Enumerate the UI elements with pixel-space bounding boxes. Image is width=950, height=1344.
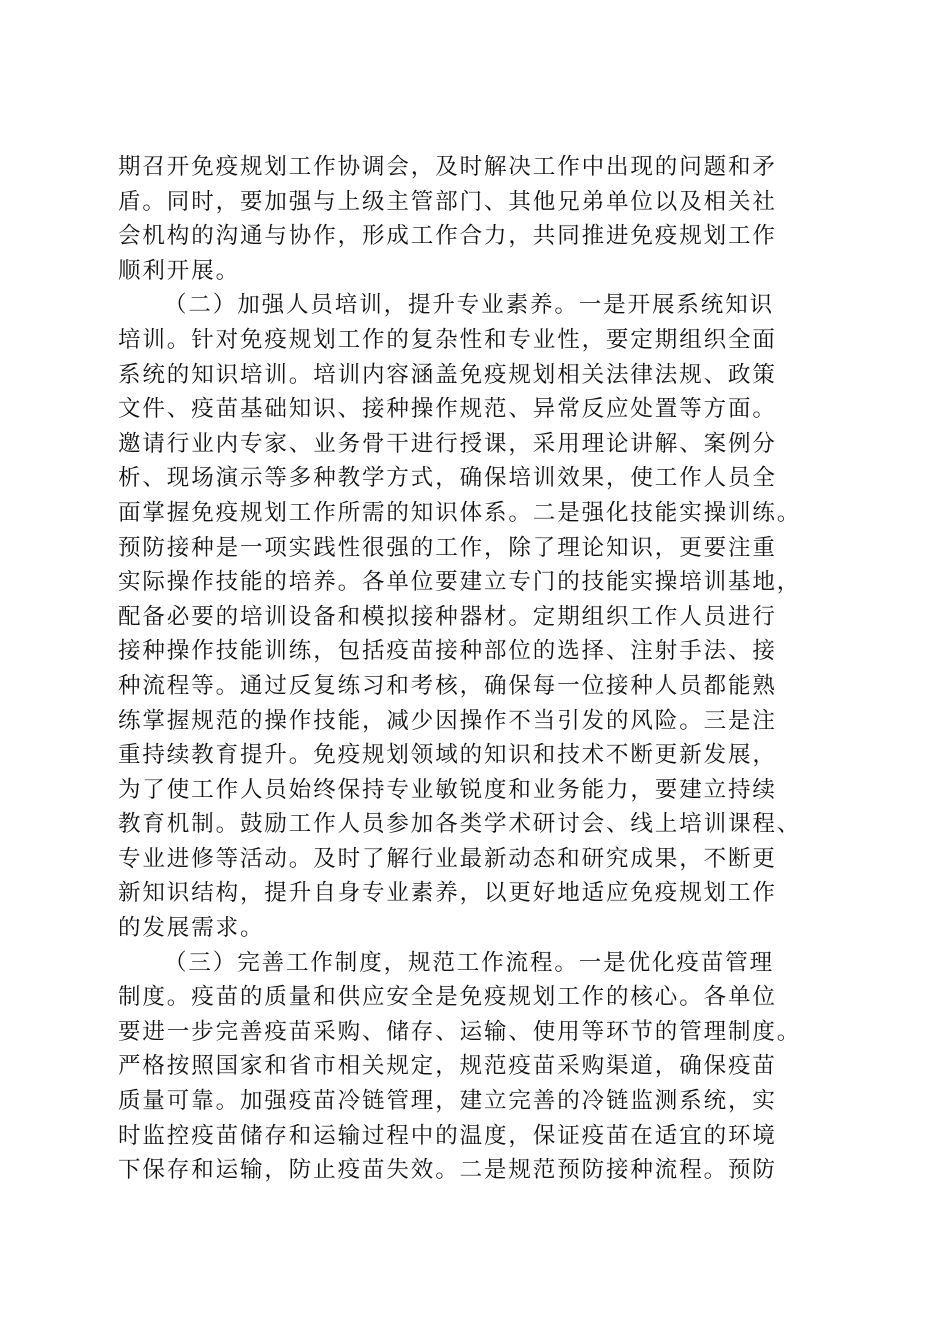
text-line: 培训。针对免疫规划工作的复杂性和专业性，要定期组织全面	[118, 326, 777, 353]
text-line: 的发展需求。	[118, 915, 265, 942]
text-line: 时监控疫苗储存和运输过程中的温度，保证疫苗在适宜的环境	[118, 1122, 777, 1149]
text-line: 实际操作技能的培养。各单位要建立专门的技能实操培训基地，	[118, 569, 802, 596]
text-line: 下保存和运输，防止疫苗失效。二是规范预防接种流程。预防	[118, 1157, 777, 1184]
text-line: 邀请行业内专家、业务骨干进行授课，采用理论讲解、案例分	[118, 430, 777, 457]
text-line: 文件、疫苗基础知识、接种操作规范、异常反应处置等方面。	[118, 396, 777, 423]
text-line: 会机构的沟通与协作，形成工作合力，共同推进免疫规划工作	[118, 223, 777, 250]
text-line: 接种操作技能训练，包括疫苗接种部位的选择、注射手法、接	[118, 638, 777, 665]
paragraph-heading-line: （二）加强人员培训，提升专业素养。一是开展系统知识	[164, 292, 775, 319]
text-line: 质量可靠。加强疫苗冷链管理，建立完善的冷链监测系统，实	[118, 1088, 777, 1115]
text-line: 制度。疫苗的质量和供应安全是免疫规划工作的核心。各单位	[118, 984, 777, 1011]
text-line: 专业进修等活动。及时了解行业最新动态和研究成果，不断更	[118, 845, 777, 872]
text-line: 严格按照国家和省市相关规定，规范疫苗采购渠道，确保疫苗	[118, 1053, 777, 1080]
text-line: 重持续教育提升。免疫规划领域的知识和技术不断更新发展，	[118, 742, 777, 769]
text-line: 配备必要的培训设备和模拟接种器材。定期组织工作人员进行	[118, 603, 777, 630]
paragraph-heading-line: （三）完善工作制度，规范工作流程。一是优化疫苗管理	[164, 949, 775, 976]
text-line: 析、现场演示等多种教学方式，确保培训效果，使工作人员全	[118, 465, 777, 492]
text-line: 为了使工作人员始终保持专业敏锐度和业务能力，要建立持续	[118, 776, 777, 803]
text-line: 种流程等。通过反复练习和考核，确保每一位接种人员都能熟	[118, 672, 777, 699]
text-line: 系统的知识培训。培训内容涵盖免疫规划相关法律法规、政策	[118, 361, 777, 388]
text-line: 顺利开展。	[118, 257, 241, 284]
text-line: 面掌握免疫规划工作所需的知识体系。二是强化技能实操训练。	[118, 499, 802, 526]
body-text	[118, 150, 838, 1188]
text-line: 练掌握规范的操作技能，减少因操作不当引发的风险。三是注	[118, 707, 777, 734]
text-line: 预防接种是一项实践性很强的工作，除了理论知识，更要注重	[118, 534, 777, 561]
text-line: 教育机制。鼓励工作人员参加各类学术研讨会、线上培训课程、	[118, 811, 802, 838]
text-line: 期召开免疫规划工作协调会，及时解决工作中出现的问题和矛	[118, 154, 777, 180]
text-line: 要进一步完善疫苗采购、储存、运输、使用等环节的管理制度。	[118, 1018, 802, 1045]
text-line: 新知识结构，提升自身专业素养，以更好地适应免疫规划工作	[118, 880, 777, 907]
text-line: 盾。同时，要加强与上级主管部门、其他兄弟单位以及相关社	[118, 188, 777, 215]
